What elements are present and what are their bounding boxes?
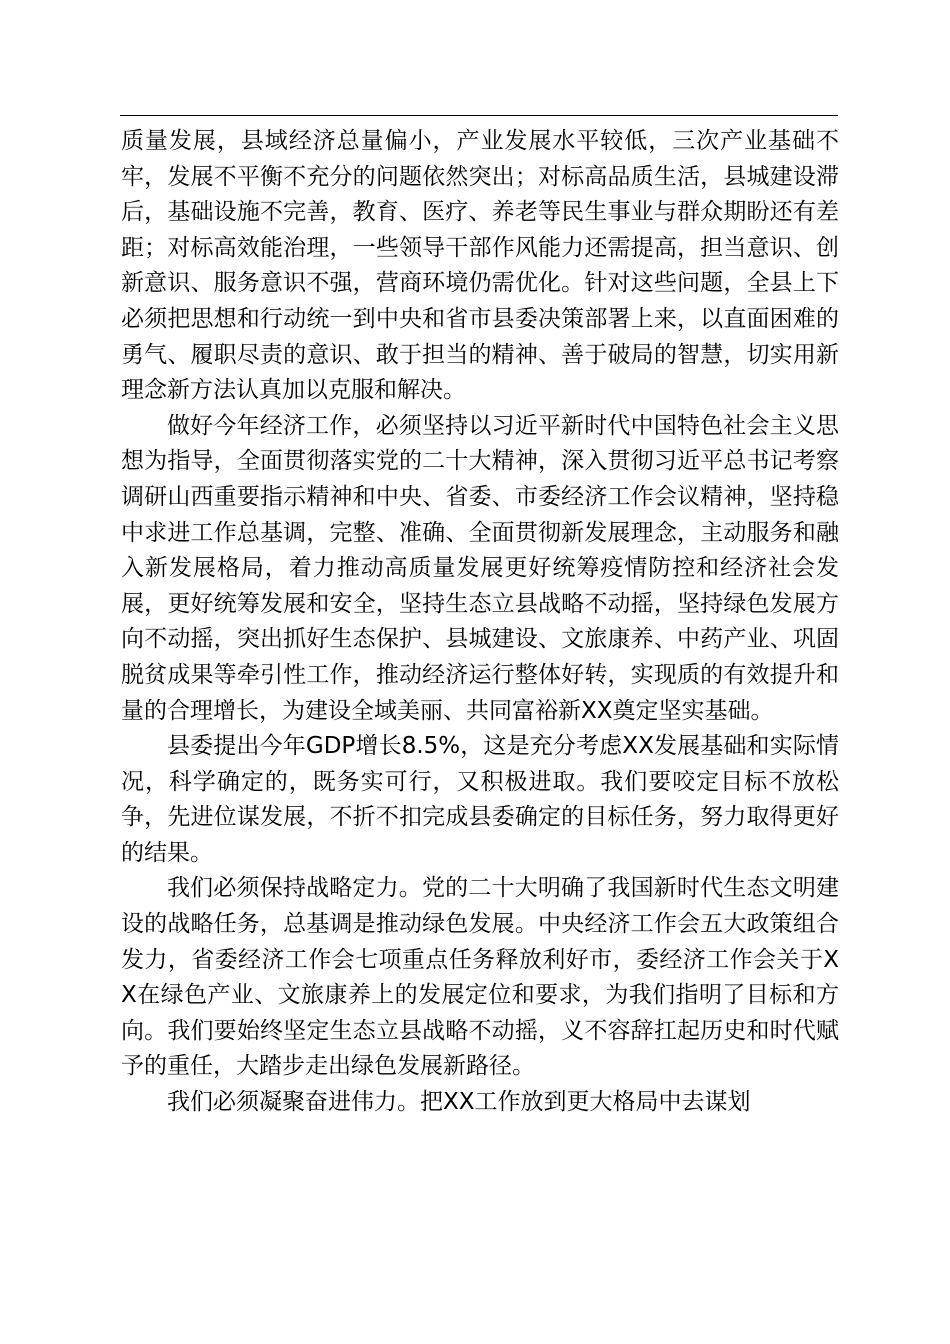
paragraph-economic-work: 做好今年经济工作，必须坚持以习近平新时代中国特色社会主义思想为指导，全面贯彻落实党的二十大精神，深入贯彻习近平总书记考察调研山西重要指示精神和中央、省委、市委经济工作会议精神，坚持稳中求进工作总基调，完整、准确、全面贯彻新发展理念，主动服务和融入新发展格局，着力推动高质量发展更好统筹疫情防控和经济社会发展，更好统筹发展和安全，坚持生态立县战略不动摇，坚持绿色发展方向不动摇，突出抓好生态保护、县城建设、文旅康养、中药产业、巩固脱贫成果等牵引性工作，推动经济运行整体好转，实现质的有效提升和量的合理增长，为建设全域美丽、共同富裕新XX奠定坚实基础。	[121, 412, 839, 724]
paragraph-unite-effort: 我们必须凝聚奋进伟力。把XX工作放到更大格局中去谋划	[167, 1089, 751, 1116]
document-body	[121, 124, 839, 1121]
paragraph-gdp-target: 县委提出今年GDP增长8.5%，这是充分考虑XX发展基础和实际情况，科学确定的，既务实可行，又积极进取。我们要咬定目标不放松争，先进位谋发展，不折不扣完成县委确定的目标任务，努力取得更好的结果。	[121, 733, 839, 866]
paragraph-continuation: 质量发展，县域经济总量偏小，产业发展水平较低，三次产业基础不牢，发展不平衡不充分的问题依然突出；对标高品质生活，县城建设滞后，基础设施不完善，教育、医疗、养老等民生事业与群众期盼还有差距；对标高效能治理，一些领导干部作风能力还需提高，担当意识、创新意识、服务意识不强，营商环境仍需优化。针对这些问题，全县上下必须把思想和行动统一到中央和省市县委决策部署上来，以直面困难的勇气、履职尽责的意识、敢于担当的精神、善于破局的智慧，切实用新理念新方法认真加以克服和解决。	[121, 128, 839, 404]
paragraph-strategic-focus: 我们必须保持战略定力。党的二十大明确了我国新时代生态文明建设的战略任务，总基调是推动绿色发展。中央经济工作会五大政策组合发力，省委经济工作会七项重点任务释放利好市，委经济工作会关于XX在绿色产业、文旅康养上的发展定位和要求，为我们指明了目标和方向。我们要始终坚定生态立县战略不动摇，义不容辞扛起历史和时代赋予的重任，大踏步走出绿色发展新路径。	[121, 875, 839, 1080]
header-rule	[120, 115, 838, 116]
